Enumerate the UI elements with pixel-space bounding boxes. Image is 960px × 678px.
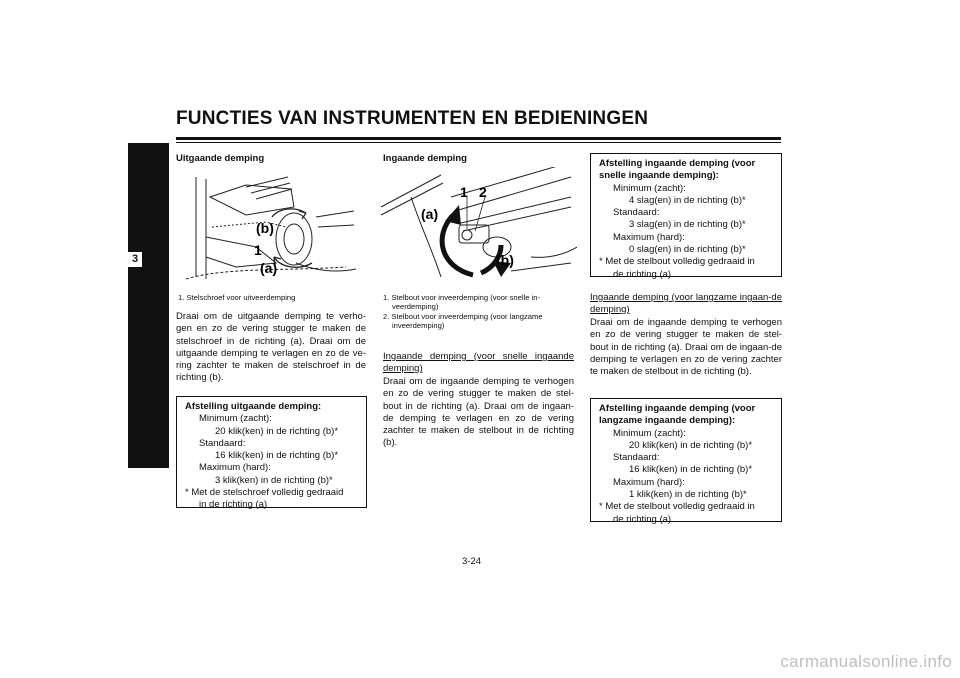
rebound-body-text: Draai om de uitgaande demping te verho-gen en zo de vering stugger te maken de stelschroef in de richting (a). Draai om de uitgaande demping te verlagen en zo de ve-ring zachter te maken de stelschroef in de richting (b). [176,311,366,384]
box-note: * Met de stelbout volledig gedraaid in [599,256,755,268]
compression-damping-heading: Ingaande demping [383,153,467,164]
title-rule-thin [176,142,781,143]
rebound-settings-box [176,396,367,511]
box-note: * Met de stelbout volledig gedraaid in [599,501,755,513]
box-note: de richting (a) [613,513,672,525]
box-line: 3 klik(ken) in de richting (b)* [215,474,333,486]
box-note: de richting (a) [613,268,672,280]
page-number: 3-24 [462,556,482,567]
box-title: snelle ingaande demping): [599,170,719,182]
slow-compression-subheading: Ingaande demping (voor langzame ingaan-de demping) [590,292,782,316]
fig2-caption-item2-cont: inveerdemping) [392,321,445,331]
box-line: Standaard: [613,207,660,219]
box-note: * Met de stelschroef volledig gedraaid [185,487,344,499]
fig1-label-b: (b) [256,220,274,236]
fig1-caption: 1. Stelschroef voor uitveerdemping [178,293,296,302]
box-line: Minimum (zacht): [199,413,272,425]
box-line: 16 klik(ken) in de richting (b)* [629,464,753,476]
box-title: langzame ingaande demping): [599,415,736,427]
watermark[interactable]: carmanualsonline.info [780,652,952,671]
fast-compression-subheading: Ingaande demping (voor snelle ingaande demping) [383,351,574,375]
fig2-label-2: 2 [479,184,487,200]
slow-compression-settings-box [590,398,782,525]
box-line: Maximum (hard): [613,231,685,243]
box-note: in de richting (a) [199,499,268,511]
box-line: 4 slag(en) in de richting (b)* [629,194,746,206]
fig1-label-1: 1 [254,242,262,258]
box-line: 3 slag(en) in de richting (b)* [629,219,746,231]
box-line: 20 klik(ken) in de richting (b)* [629,439,753,451]
box-line: Standaard: [613,452,660,464]
rebound-adjuster-illustration [176,167,358,289]
box-line: Minimum (zacht): [613,182,686,194]
fig2-caption [383,293,577,331]
box-title: Afstelling ingaande demping (voor [599,403,756,414]
fig2-label-a: (a) [421,206,439,222]
box-line: Minimum (zacht): [613,427,686,439]
fig1-label-a: (a) [260,260,278,276]
box-title: Afstelling uitgaande demping: [185,401,322,412]
chapter-tab [128,143,169,468]
page-title: FUNCTIES VAN INSTRUMENTEN EN BEDIENINGEN [176,108,649,129]
fast-compression-body: Draai om de ingaande demping te verhogen en zo de vering stugger te maken de stel-bout in de richting (a). Draai om de ingaan-de demping te verlagen en zo de vering zachter te maken de stelbout in de richting (b). [383,376,574,449]
box-line: Maximum (hard): [613,476,685,488]
rebound-damping-heading: Uitgaande demping [176,153,265,164]
chapter-tab-number: 3 [128,252,142,267]
box-title: Afstelling ingaande demping (voor [599,158,756,169]
fig2-caption-item1: 1. Stelbout voor inveerdemping (voor snelle in- [383,293,541,302]
box-line: 16 klik(ken) in de richting (b)* [215,450,339,462]
fast-compression-settings-box [590,153,782,280]
slow-compression-body: Draai om de ingaande demping te verhogen en zo de vering stugger te maken de stel-bout in de richting (a). Draai om de ingaan-de demping te verlagen en zo de vering zachter te maken de stelbout in de richting (b). [590,317,782,378]
box-line: Maximum (hard): [199,462,271,474]
title-rule-thick [176,137,781,140]
compression-adjuster-illustration [381,167,577,289]
fig2-label-1: 1 [460,184,468,200]
box-line: 20 klik(ken) in de richting (b)* [215,425,339,437]
box-line: Standaard: [199,437,246,449]
box-line: 0 slag(en) in de richting (b)* [629,244,746,256]
fig2-label-b: (b) [496,252,514,268]
fig2-caption-item2: 2. Stelbout voor inveerdemping (voor langzame [383,311,543,321]
fig2-caption-item1-cont: veerdemping) [392,302,439,312]
box-line: 1 klik(ken) in de richting (b)* [629,489,747,501]
